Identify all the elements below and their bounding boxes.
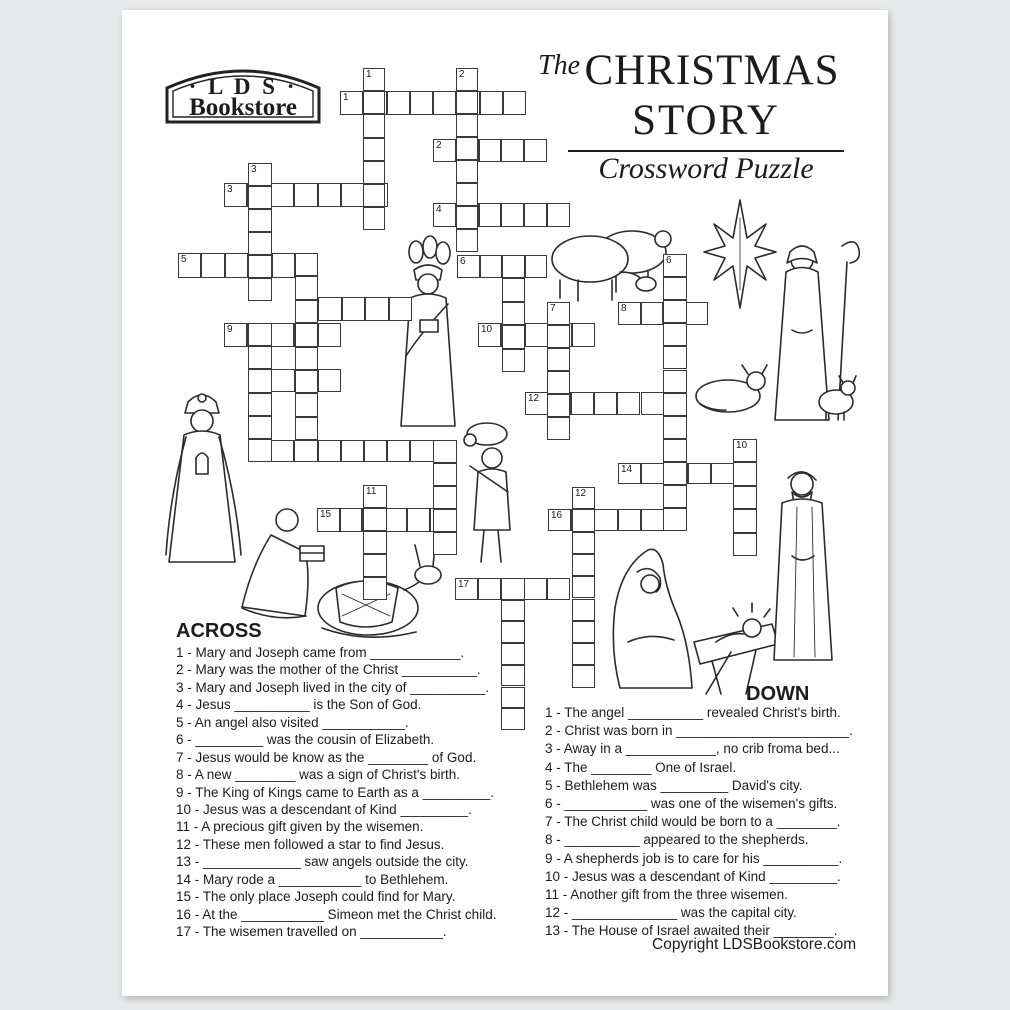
down-clue: 11 - Another gift from the three wisemen. bbox=[545, 886, 788, 902]
cell-d11-0 bbox=[363, 485, 387, 508]
down-clue: 4 - The ________ One of Israel. bbox=[545, 759, 737, 775]
down-clue: 3 - Away in a ____________, no crib froma bed... bbox=[545, 741, 840, 757]
cell-a13-4 bbox=[341, 440, 364, 462]
across-heading: ACROSS bbox=[176, 620, 262, 642]
cell-a14-4 bbox=[711, 463, 734, 484]
cell-d6-4 bbox=[663, 346, 687, 369]
cell-a14-3 bbox=[688, 463, 711, 484]
across-clue: 3 - Mary and Joseph lived in the city of __________. bbox=[176, 679, 489, 695]
cell-number: 3 bbox=[227, 184, 233, 195]
cell-a2-3 bbox=[501, 139, 524, 162]
cell-a1-2 bbox=[387, 91, 410, 115]
down-heading: DOWN bbox=[746, 683, 810, 705]
cell-a7-4 bbox=[389, 297, 412, 321]
cell-d1-6 bbox=[363, 207, 385, 230]
cell-d6-6 bbox=[663, 393, 687, 416]
cell-d4-5 bbox=[295, 370, 318, 393]
cell-d6-3 bbox=[663, 323, 687, 346]
cell-d2-0 bbox=[456, 68, 478, 91]
cell-a7-3 bbox=[365, 297, 388, 321]
cell-d3-4 bbox=[248, 255, 272, 278]
across-clue: 6 - _________ was the cousin of Elizabeth. bbox=[176, 732, 435, 748]
cell-number: 17 bbox=[458, 579, 470, 590]
cell-d7-4 bbox=[547, 394, 570, 417]
cell-d2-4 bbox=[456, 160, 478, 183]
cell-number: 1 bbox=[366, 69, 372, 80]
cell-d10-4 bbox=[733, 533, 757, 556]
cell-d13-1 bbox=[501, 600, 525, 622]
cell-a5-1 bbox=[201, 253, 224, 278]
across-clue-list bbox=[176, 645, 506, 941]
down-clue: 2 - Christ was born in _______________________. bbox=[545, 723, 853, 739]
across-clue: 10 - Jesus was a descendant of Kind _________. bbox=[176, 801, 472, 817]
cell-a7-1 bbox=[318, 297, 341, 321]
cell-a12-0 bbox=[525, 392, 548, 415]
cell-a2-2 bbox=[479, 139, 502, 162]
cell-d5-1 bbox=[502, 278, 525, 301]
cell-a9-4 bbox=[318, 323, 341, 347]
cell-d1-1 bbox=[363, 91, 385, 114]
cell-d12-8 bbox=[572, 665, 595, 687]
cell-d6-5 bbox=[663, 370, 687, 393]
cell-a16-0 bbox=[548, 509, 571, 531]
cell-a1-0 bbox=[340, 91, 363, 115]
across-clue: 14 - Mary rode a ___________ to Bethlehem. bbox=[176, 871, 449, 887]
cell-a9-2 bbox=[271, 323, 294, 347]
cell-a3-3 bbox=[294, 183, 317, 207]
cell-a3-0 bbox=[224, 183, 247, 207]
cell-a1-6 bbox=[480, 91, 503, 115]
cell-number: 10 bbox=[736, 440, 748, 451]
cell-d3-1 bbox=[248, 186, 272, 209]
cell-a17-1 bbox=[478, 578, 501, 600]
cell-a15-3 bbox=[385, 508, 408, 532]
cell-a4-0 bbox=[433, 203, 456, 227]
across-clue: 13 - _____________ saw angels outside the city. bbox=[176, 854, 469, 870]
cell-d2-5 bbox=[456, 183, 478, 206]
cell-d12-0 bbox=[572, 487, 595, 509]
down-clue: 5 - Bethlehem was _________ David's city. bbox=[545, 777, 803, 793]
cell-d3-0 bbox=[248, 163, 272, 186]
cell-a8-1 bbox=[641, 302, 664, 325]
cell-d11-2 bbox=[363, 531, 387, 554]
cell-d5-0 bbox=[502, 255, 525, 278]
cell-d1-4 bbox=[363, 161, 385, 184]
cell-d6-11 bbox=[663, 508, 687, 531]
cell-a14-1 bbox=[641, 463, 664, 484]
cell-a13-3 bbox=[318, 440, 341, 462]
cell-a5-2 bbox=[225, 253, 248, 278]
cell-a13-6 bbox=[387, 440, 410, 462]
cell-d1-2 bbox=[363, 114, 385, 137]
cell-d5-4 bbox=[502, 349, 525, 372]
across-clue: 11 - A precious gift given by the wisemen. bbox=[176, 819, 424, 835]
across-clue: 15 - The only place Joseph could find for Mary. bbox=[176, 889, 456, 905]
cell-a14-0 bbox=[618, 463, 641, 484]
cell-a12-2 bbox=[571, 392, 594, 415]
cell-d2-2 bbox=[456, 114, 478, 137]
cell-a11-1 bbox=[271, 369, 294, 392]
down-clue-list bbox=[545, 705, 875, 941]
cell-a3-2 bbox=[271, 183, 294, 207]
cell-a3-5 bbox=[341, 183, 364, 207]
across-clue: 12 - These men followed a star to find Jesus. bbox=[176, 836, 445, 852]
cell-d12-6 bbox=[572, 621, 595, 643]
cell-number: 16 bbox=[551, 510, 563, 521]
cell-number: 2 bbox=[436, 140, 442, 151]
cell-d6-1 bbox=[663, 277, 687, 300]
cell-number: 8 bbox=[621, 303, 627, 314]
cell-d8-1 bbox=[248, 346, 272, 369]
title-the: The bbox=[538, 50, 580, 81]
cell-d2-1 bbox=[456, 91, 478, 114]
cell-a16-2 bbox=[594, 509, 617, 531]
cell-a2-4 bbox=[524, 139, 547, 162]
cell-a17-3 bbox=[524, 578, 547, 600]
cell-d6-9 bbox=[663, 462, 687, 485]
cell-number: 4 bbox=[436, 204, 442, 215]
cell-d4-0 bbox=[295, 253, 318, 276]
cell-d8-2 bbox=[248, 369, 272, 392]
cell-d3-5 bbox=[248, 278, 272, 301]
cell-d8-4 bbox=[248, 416, 272, 439]
cell-d7-1 bbox=[547, 325, 570, 348]
cell-d3-2 bbox=[248, 209, 272, 232]
cell-d8-3 bbox=[248, 393, 272, 416]
cell-a12-3 bbox=[594, 392, 617, 415]
across-clue: 17 - The wisemen travelled on ___________. bbox=[176, 924, 447, 939]
cell-a16-4 bbox=[641, 509, 664, 531]
cell-d7-3 bbox=[547, 371, 570, 394]
cell-d6-0 bbox=[663, 254, 687, 277]
cell-a1-4 bbox=[433, 91, 456, 115]
cell-d6-10 bbox=[663, 485, 687, 508]
cell-d12-3 bbox=[572, 554, 595, 576]
cell-a1-3 bbox=[410, 91, 433, 115]
cell-number: 14 bbox=[621, 464, 633, 475]
cell-d2-7 bbox=[456, 229, 478, 252]
across-clue: 4 - Jesus __________ is the Son of God. bbox=[176, 697, 422, 713]
cell-d5-3 bbox=[502, 325, 525, 348]
cell-number: 15 bbox=[320, 509, 332, 520]
cell-d8-0 bbox=[248, 323, 272, 346]
cell-number: 10 bbox=[481, 324, 493, 335]
cell-d7-2 bbox=[547, 348, 570, 371]
cell-a8-0 bbox=[618, 302, 641, 325]
cell-d7-5 bbox=[547, 417, 570, 440]
cell-d6-8 bbox=[663, 439, 687, 462]
cell-a12-4 bbox=[617, 392, 640, 415]
cell-d10-3 bbox=[733, 509, 757, 532]
cell-d9-4 bbox=[433, 532, 457, 555]
cell-a5-0 bbox=[178, 253, 201, 278]
cell-d6-2 bbox=[663, 300, 687, 323]
cell-a8-3 bbox=[686, 302, 709, 325]
cell-d4-7 bbox=[295, 417, 318, 440]
cell-d12-5 bbox=[572, 599, 595, 621]
copyright-text: Copyright LDSBookstore.com bbox=[652, 936, 857, 953]
cell-a11-3 bbox=[318, 369, 341, 392]
cell-d10-0 bbox=[733, 439, 757, 462]
cell-a9-0 bbox=[224, 323, 247, 347]
cell-a7-2 bbox=[342, 297, 365, 321]
cell-a6-3 bbox=[525, 255, 548, 278]
cell-number: 12 bbox=[528, 393, 540, 404]
cell-a13-1 bbox=[271, 440, 294, 462]
cell-d12-1 bbox=[572, 509, 595, 531]
cell-d9-3 bbox=[433, 509, 457, 532]
cell-d2-6 bbox=[456, 206, 478, 229]
cell-d9-1 bbox=[433, 463, 457, 486]
title-main: CHRISTMAS bbox=[584, 47, 840, 94]
cell-number: 9 bbox=[227, 324, 233, 335]
cell-a4-2 bbox=[479, 203, 502, 227]
cell-number: 3 bbox=[251, 164, 257, 175]
cell-a2-0 bbox=[433, 139, 456, 162]
cell-a10-2 bbox=[525, 323, 548, 347]
cell-a15-1 bbox=[340, 508, 363, 532]
cell-a1-7 bbox=[503, 91, 526, 115]
cell-d11-4 bbox=[363, 577, 387, 600]
cell-d9-2 bbox=[433, 486, 457, 509]
cell-number: 6 bbox=[666, 255, 672, 266]
down-clue: 10 - Jesus was a descendant of Kind _________. bbox=[545, 868, 841, 884]
down-clue: 1 - The angel __________ revealed Christ's birth. bbox=[545, 705, 841, 720]
across-clue: 1 - Mary and Joseph came from ____________. bbox=[176, 645, 465, 660]
cell-number: 6 bbox=[460, 256, 466, 267]
cell-a13-2 bbox=[294, 440, 317, 462]
down-clue: 13 - The House of Israel awaited their ________. bbox=[545, 923, 838, 939]
across-clue: 7 - Jesus would be know as the ________ of God. bbox=[176, 749, 477, 765]
cell-d7-0 bbox=[547, 302, 570, 325]
cell-d4-2 bbox=[295, 300, 318, 323]
cell-a13-5 bbox=[364, 440, 387, 462]
cell-a6-1 bbox=[480, 255, 503, 278]
cell-d8-5 bbox=[248, 439, 272, 462]
cell-a15-0 bbox=[317, 508, 340, 532]
cell-d11-1 bbox=[363, 508, 387, 531]
cell-d4-4 bbox=[295, 347, 318, 370]
cell-a10-4 bbox=[572, 323, 595, 347]
cell-a16-3 bbox=[618, 509, 641, 531]
lds-bookstore-logo bbox=[163, 56, 323, 126]
cell-d12-7 bbox=[572, 643, 595, 665]
cell-d4-3 bbox=[295, 323, 318, 346]
cell-a4-5 bbox=[547, 203, 570, 227]
cell-a5-4 bbox=[272, 253, 295, 278]
cell-d5-2 bbox=[502, 302, 525, 325]
cell-d13-0 bbox=[501, 578, 525, 600]
across-clue: 2 - Mary was the mother of the Christ __________. bbox=[176, 662, 481, 678]
cell-number: 11 bbox=[366, 486, 377, 497]
cell-d13-2 bbox=[501, 621, 525, 643]
cell-d1-0 bbox=[363, 68, 385, 91]
across-clue: 16 - At the ___________ Simeon met the Christ child. bbox=[176, 906, 497, 922]
cell-a4-3 bbox=[501, 203, 524, 227]
across-clue: 5 - An angel also visited ___________. bbox=[176, 714, 409, 730]
cell-a13-7 bbox=[410, 440, 433, 462]
cell-number: 2 bbox=[459, 69, 465, 80]
cell-number: 7 bbox=[550, 303, 556, 314]
logo-bottom-text: Bookstore bbox=[189, 94, 297, 121]
cell-a4-4 bbox=[524, 203, 547, 227]
cell-a17-4 bbox=[547, 578, 570, 600]
title-subtitle: Crossword Puzzle bbox=[598, 152, 814, 185]
down-clue: 7 - The Christ child would be born to a ________. bbox=[545, 814, 841, 830]
title-main-line2: STORY bbox=[632, 97, 780, 144]
cell-d2-3 bbox=[456, 137, 478, 160]
cell-d1-3 bbox=[363, 138, 385, 161]
cell-a17-0 bbox=[455, 578, 478, 600]
cell-d12-2 bbox=[572, 532, 595, 554]
cell-d4-6 bbox=[295, 393, 318, 416]
across-clue: 8 - A new ________ was a sign of Christ's birth. bbox=[176, 767, 460, 783]
cell-a6-0 bbox=[457, 255, 480, 278]
cell-number: 5 bbox=[181, 254, 187, 265]
cell-d10-2 bbox=[733, 486, 757, 509]
cell-d12-4 bbox=[572, 576, 595, 598]
cell-a12-5 bbox=[641, 392, 664, 415]
cell-a15-4 bbox=[407, 508, 430, 532]
down-clue: 12 - ______________ was the capital city. bbox=[545, 905, 797, 921]
cell-d10-1 bbox=[733, 462, 757, 485]
across-clue: 9 - The King of Kings came to Earth as a _________. bbox=[176, 784, 494, 800]
down-clue: 9 - A shepherds job is to care for his __________. bbox=[545, 850, 843, 866]
cell-a3-4 bbox=[318, 183, 341, 207]
cell-number: 1 bbox=[343, 92, 349, 103]
logo-top-text: · L D S · bbox=[188, 74, 298, 99]
down-clue: 6 - ___________ was one of the wisemen's gifts. bbox=[545, 795, 838, 811]
cell-d1-5 bbox=[363, 184, 385, 207]
cell-d6-7 bbox=[663, 416, 687, 439]
cell-d3-3 bbox=[248, 232, 272, 255]
cell-d11-3 bbox=[363, 554, 387, 577]
cell-d9-0 bbox=[433, 440, 457, 463]
down-clue: 8 - __________ appeared to the shepherds. bbox=[545, 832, 809, 848]
cell-d4-1 bbox=[295, 276, 318, 299]
cell-a10-0 bbox=[478, 323, 501, 347]
cell-number: 12 bbox=[575, 488, 587, 499]
